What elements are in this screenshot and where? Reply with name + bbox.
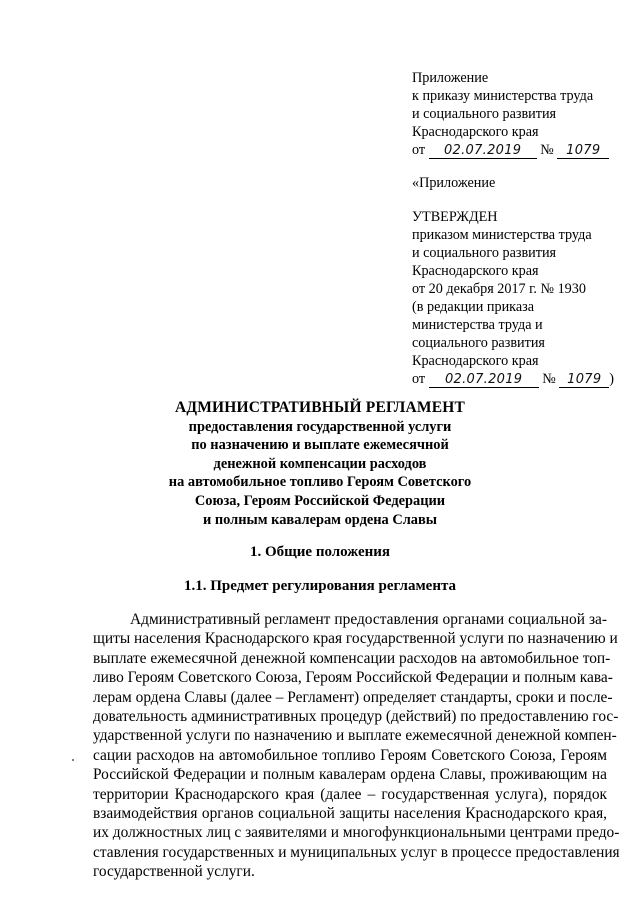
paragraph-line: ставления государственных и муниципальных услуг в процессе предоставления [93, 843, 620, 861]
paragraph-line: сации расходов на автомобильное топливо Героям Советского Союза, Героям [93, 746, 607, 764]
number-label: № [542, 371, 556, 387]
approval-line: министерства труда и [412, 317, 543, 333]
paragraph-line: взаимодействия органов социальной защиты населения Краснодарского края, [93, 804, 607, 822]
approved-heading: УТВЕРЖДЕН [412, 209, 498, 225]
regulation-title-main: АДМИНИСТРАТИВНЫЙ РЕГЛАМЕНТ [174, 399, 466, 416]
regulation-title [0, 399, 640, 529]
approval-block [412, 208, 614, 388]
paragraph-line: ливо Героям Советского Союза, Героям Российской Федерации и полным кава- [93, 669, 613, 687]
paragraph-line: Российской Федерации и полным кавалерам ордена Славы, проживающим на [93, 766, 607, 784]
approval-line: Краснодарского края [412, 263, 539, 279]
approval-line: социального развития [412, 335, 545, 351]
appendix-line: и социального развития [412, 106, 557, 122]
appendix-date-line [412, 141, 609, 159]
scan-speck [72, 759, 74, 761]
section-heading: 1. Общие положения [249, 544, 391, 560]
from-label: от [412, 142, 426, 158]
approval-line: Краснодарского края [412, 353, 539, 369]
appendix-header [412, 69, 609, 159]
regulation-title-line: и полным кавалерам ордена Славы [202, 511, 438, 528]
body-paragraph [93, 610, 620, 881]
appendix-line: Краснодарского края [412, 124, 539, 140]
paragraph-line: довательность административных процедур (действий) по предоставлению гос- [93, 707, 619, 725]
approval-line: и социального развития [412, 245, 557, 261]
paragraph-line: выплате ежемесячной денежной компенсации расходов на автомобильное топ- [93, 649, 611, 667]
regulation-title-line: на автомобильное топливо Героям Советского [168, 474, 472, 491]
approval-date-line [412, 370, 614, 388]
regulation-title-line: по назначению и выплате ежемесячной [191, 437, 449, 454]
from-label: от [412, 371, 426, 387]
closing-paren: ) [609, 371, 615, 387]
regulation-title-line: денежной компенсации расходов [213, 455, 427, 472]
number-label: № [540, 142, 554, 158]
handwritten-number: 1079 [557, 144, 609, 159]
inner-appendix-label [412, 174, 495, 192]
paragraph-line: государственной услуги. [93, 863, 255, 881]
approval-line: приказом министерства труда [412, 227, 592, 243]
subsection-heading: 1.1. Предмет регулирования регламента [183, 578, 457, 594]
paragraph-line: лерам ордена Славы (далее – Регламент) определяет стандарты, сроки и после- [93, 688, 613, 706]
paragraph-line: Административный регламент предоставления органами социальной за- [130, 611, 607, 628]
inner-appendix-text: «Приложение [412, 175, 496, 191]
handwritten-date: 02.07.2019 [429, 144, 537, 159]
paragraph-line: щиты населения Краснодарского края государственной услуги по назначению и [93, 630, 618, 648]
regulation-title-line: предоставления государственной услуги [188, 418, 452, 435]
regulation-title-line: Союза, Героям Российской Федерации [194, 492, 446, 509]
appendix-line: к приказу министерства труда [412, 88, 594, 104]
paragraph-line: территории Краснодарского края (далее – государственная услуга), порядок [93, 785, 607, 803]
handwritten-date: 02.07.2019 [429, 373, 539, 388]
handwritten-number: 1079 [559, 373, 609, 388]
approval-line: от 20 декабря 2017 г. № 1930 [412, 281, 586, 297]
paragraph-line: их должностных лиц с заявителями и многофункциональными центрами предо- [93, 824, 620, 842]
approval-line: (в редакции приказа [412, 299, 535, 315]
paragraph-line: ударственной услуги по назначению и выплате ежемесячной денежной компен- [93, 727, 617, 745]
appendix-line: Приложение [412, 70, 489, 86]
